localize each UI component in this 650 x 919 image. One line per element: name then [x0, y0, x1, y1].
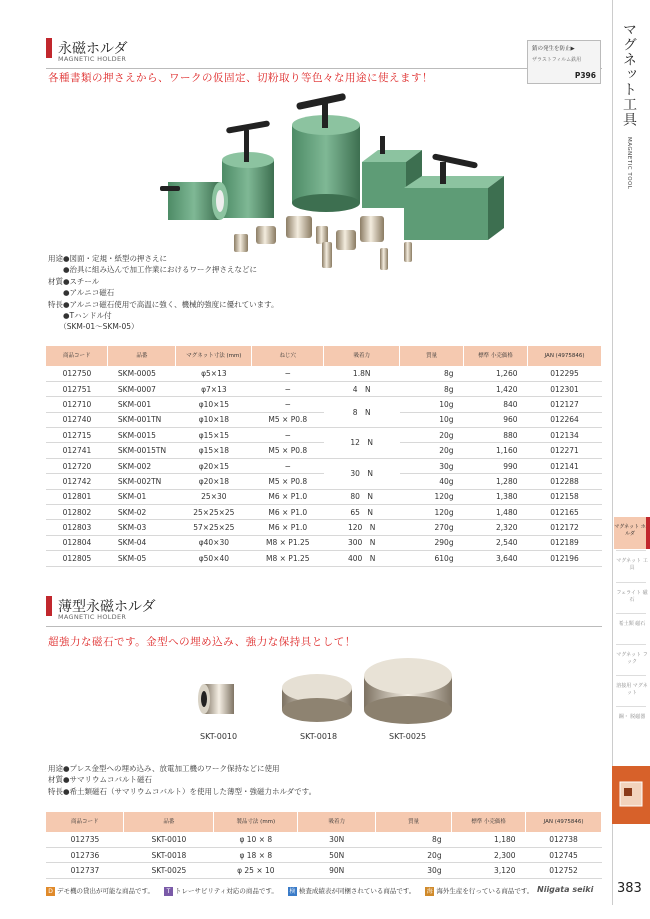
table-cell: 012189 [528, 535, 602, 550]
table-cell: 120g [400, 489, 464, 504]
table-cell: M5 × P0.8 [252, 412, 324, 427]
legend-key-icon: 海 [426, 887, 433, 895]
side-tab-2[interactable]: フェライト 磁石 [616, 590, 648, 603]
side-tab-divider [616, 675, 646, 676]
side-tab-divider [616, 550, 646, 551]
column-header: 品番 [108, 346, 176, 366]
table-cell: 012141 [528, 458, 602, 473]
table-cell: M6 × P1.0 [252, 520, 324, 535]
table-cell: − [252, 397, 324, 412]
spec-line: ●治具に組み込んで加工作業におけるワーク押さえなどに [48, 265, 258, 275]
table-cell: 012271 [528, 443, 602, 458]
side-tab-divider [616, 613, 646, 614]
table-cell: 012741 [46, 443, 108, 458]
table-cell: 3,640 [464, 551, 528, 566]
brand-logo: Niigata seiki [537, 885, 594, 894]
table-cell: 012165 [528, 505, 602, 520]
table-cell: 290g [400, 535, 464, 550]
table-cell: 90N [298, 863, 376, 878]
table-cell: M6 × P1.0 [252, 489, 324, 504]
ref-page: P396 [574, 71, 596, 80]
table-cell: φ 18 × 8 [214, 847, 298, 862]
table-cell: 300 N [324, 535, 400, 550]
table-cell: 10g [400, 412, 464, 427]
side-tab-0[interactable]: マグネット ホルダ [614, 517, 650, 549]
table-row [46, 832, 602, 847]
spec-line: 材質●サマリウムコバルト磁石 [48, 775, 152, 785]
table-cell: 2,300 [452, 847, 526, 862]
spec-line: 用途●図面・定規・紙型の押さえに [48, 254, 168, 263]
table-cell: 012288 [528, 474, 602, 489]
table-cell: 012736 [46, 847, 124, 862]
table-cell: 012172 [528, 520, 602, 535]
table-cell: φ10×18 [176, 412, 252, 427]
table-cell: SKM-002TN [108, 474, 176, 489]
side-tab-1[interactable]: マグネット 工具 [616, 558, 648, 571]
table-cell: 65 N [324, 505, 400, 520]
column-header: 製品寸法 (mm) [214, 812, 298, 832]
table-cell: 1,380 [464, 489, 528, 504]
table-cell: φ15×18 [176, 443, 252, 458]
table-cell: 1,180 [452, 832, 526, 847]
spec-line: 用途●プレス金型への埋め込み、放電加工機のワーク保持などに使用 [48, 764, 280, 773]
spec-line: 材質●スチール [48, 276, 100, 286]
table-cell: SKM-002 [108, 458, 176, 473]
table-cell: SKM-0005 [108, 366, 176, 381]
table-cell: 80 N [324, 489, 400, 504]
spec-line: 特長●アルニコ磁石使用で高温に強く、機械的強度に優れています。 [48, 299, 279, 309]
table-cell: 50N [298, 847, 376, 862]
table-cell: φ 10 × 8 [214, 832, 298, 847]
column-header: 品番 [124, 812, 214, 832]
footer-legend-item [46, 886, 154, 896]
product-photo-holders [140, 90, 510, 275]
table-cell: SKT-0025 [124, 863, 214, 878]
table-cell: SKM-001TN [108, 412, 176, 427]
table-cell: 012751 [46, 381, 108, 396]
table-row [46, 505, 602, 520]
column-header: JAN (4975846) [526, 812, 602, 832]
table-cell: 012803 [46, 520, 108, 535]
table-row [46, 863, 602, 878]
section-subtitle: MAGNETIC HOLDER [58, 55, 127, 63]
table-row [46, 489, 602, 504]
side-tab-divider [616, 644, 646, 645]
section-title: 薄型永磁ホルダ [58, 599, 156, 615]
table-cell: 270g [400, 520, 464, 535]
spec-line: （SKM-01～SKM-05） [48, 322, 139, 332]
caption-skt-0025: SKT-0025 [389, 732, 427, 741]
table-cell: 012745 [526, 847, 602, 862]
table-cell: SKT-0010 [124, 832, 214, 847]
table-cell: 2,320 [464, 520, 528, 535]
table-cell: − [252, 428, 324, 443]
legend-text: 海外生産を行っている商品です。 [436, 887, 534, 895]
table-cell: 840 [464, 397, 528, 412]
legend-text: トレーサビリティ対応の商品です。 [174, 887, 278, 895]
table-cell: 012295 [528, 366, 602, 381]
table-cell: SKM-02 [108, 505, 176, 520]
table-row [46, 551, 602, 566]
table-cell: SKM-001 [108, 397, 176, 412]
table-cell: 25×30 [176, 489, 252, 504]
product-table-skt [46, 812, 602, 879]
table-row [46, 458, 602, 473]
spec-list [48, 763, 316, 797]
table-cell: 610g [400, 551, 464, 566]
table-cell: 880 [464, 428, 528, 443]
table-cell: − [252, 366, 324, 381]
table-cell: 4 N [324, 381, 400, 396]
table-cell: SKM-0015TN [108, 443, 176, 458]
table-cell: φ15×15 [176, 428, 252, 443]
side-tab-divider [616, 582, 646, 583]
legend-key-icon: D [46, 887, 55, 896]
page-number: 383 [617, 881, 642, 896]
footer-legend-item [288, 886, 415, 896]
side-tab-4[interactable]: マグネット フック [616, 652, 648, 665]
table-cell: 012134 [528, 428, 602, 443]
table-cell: φ40×30 [176, 535, 252, 550]
footer-legend-item [164, 886, 278, 896]
table-cell: 012738 [526, 832, 602, 847]
caption-skt-0018: SKT-0018 [300, 732, 338, 741]
table-cell: 012740 [46, 412, 108, 427]
section-title: 永磁ホルダ [58, 41, 128, 57]
table-cell: 1,420 [464, 381, 528, 396]
table-cell: 012264 [528, 412, 602, 427]
table-cell: 012750 [46, 366, 108, 381]
table-cell: 012710 [46, 397, 108, 412]
side-tab-6[interactable]: 鋼・ 脱磁器 [618, 714, 646, 720]
caption-skt-0010: SKT-0010 [200, 732, 238, 741]
table-cell: 8g [400, 366, 464, 381]
table-cell: SKM-0015 [108, 428, 176, 443]
table-cell: M5 × P0.8 [252, 443, 324, 458]
table-row [46, 847, 602, 862]
footer-legend [46, 886, 543, 896]
table-cell: φ20×15 [176, 458, 252, 473]
table-row [46, 381, 602, 396]
table-cell: 20g [400, 443, 464, 458]
table-cell: 2,540 [464, 535, 528, 550]
product-table-skm [46, 346, 602, 567]
table-cell: 40g [400, 474, 464, 489]
table-cell: 8 N [324, 397, 400, 428]
spec-list [48, 253, 279, 333]
table-cell: 20g [400, 428, 464, 443]
table-cell: φ50×40 [176, 551, 252, 566]
section-subtitle: MAGNETIC HOLDER [58, 613, 127, 621]
column-header: 質量 [376, 812, 452, 832]
section-tagline: 超強力な磁石です。金型への埋め込み、強力な保持具として！ [48, 636, 356, 648]
spec-line: ●Tハンドル付 [48, 311, 112, 321]
table-cell: SKM-0007 [108, 381, 176, 396]
column-header: 商品コード [46, 812, 124, 832]
table-cell: 012158 [528, 489, 602, 504]
table-cell: 012742 [46, 474, 108, 489]
table-cell: 960 [464, 412, 528, 427]
table-cell: 012127 [528, 397, 602, 412]
spec-line: 特長●希土類磁石（サマリウムコバルト）を使用した薄型・強磁力ホルダです。 [48, 786, 317, 796]
table-cell: 990 [464, 458, 528, 473]
table-cell: φ5×13 [176, 366, 252, 381]
product-photo-thin-holders [190, 650, 460, 735]
table-cell: SKM-04 [108, 535, 176, 550]
column-header: JAN (4975846) [528, 346, 602, 366]
table-cell: − [252, 458, 324, 473]
table-cell: 25×25×25 [176, 505, 252, 520]
section-tagline: 各種書類の押さえから、ワークの仮固定、切粉取り等色々な用途に使えます！ [48, 72, 433, 84]
table-cell: 12 N [324, 428, 400, 459]
table-cell: SKT-0018 [124, 847, 214, 862]
table-row [46, 520, 602, 535]
legend-key-icon: 検 [289, 887, 296, 895]
spec-line: ●アルニコ磁石 [48, 288, 115, 298]
column-header: 標準 小売価格 [464, 346, 528, 366]
table-cell: 3,120 [452, 863, 526, 878]
table-cell: 012804 [46, 535, 108, 550]
table-cell: 57×25×25 [176, 520, 252, 535]
column-header: 吸着力 [324, 346, 400, 366]
table-cell: 012801 [46, 489, 108, 504]
table-cell: SKM-01 [108, 489, 176, 504]
table-cell: φ 25 × 10 [214, 863, 298, 878]
table-row [46, 366, 602, 381]
table-cell: 30 N [324, 458, 400, 489]
table-cell: 012802 [46, 505, 108, 520]
table-cell: 012715 [46, 428, 108, 443]
table-cell: 012720 [46, 458, 108, 473]
table-cell: 8g [400, 381, 464, 396]
table-cell: − [252, 381, 324, 396]
table-cell: 30N [298, 832, 376, 847]
table-cell: 1.8N [324, 366, 400, 381]
table-cell: 012752 [526, 863, 602, 878]
table-row [46, 535, 602, 550]
table-cell: 1,480 [464, 505, 528, 520]
column-header: マグネット寸法 (mm) [176, 346, 252, 366]
column-header: 標準 小売価格 [452, 812, 526, 832]
column-header: 吸着力 [298, 812, 376, 832]
table-cell: 1,280 [464, 474, 528, 489]
table-cell: φ20×18 [176, 474, 252, 489]
column-header: 商品コード [46, 346, 108, 366]
magnet-product-icon [612, 766, 650, 824]
table-cell: 1,160 [464, 443, 528, 458]
column-header: ねじ穴 [252, 346, 324, 366]
table-cell: SKM-03 [108, 520, 176, 535]
legend-text: デモ機の貸出が可能な商品です。 [57, 887, 154, 895]
table-cell: 30g [400, 458, 464, 473]
side-tab-3[interactable]: 希土類 磁石 [618, 621, 646, 627]
table-cell: M5 × P0.8 [252, 474, 324, 489]
table-cell: SKM-05 [108, 551, 176, 566]
table-row [46, 397, 602, 412]
table-cell: M8 × P1.25 [252, 535, 324, 550]
table-cell: M8 × P1.25 [252, 551, 324, 566]
table-cell: 30g [376, 863, 452, 878]
table-cell: 20g [376, 847, 452, 862]
table-cell: 012196 [528, 551, 602, 566]
table-cell: 8g [376, 832, 452, 847]
table-cell: 012301 [528, 381, 602, 396]
side-tab-5[interactable]: 溶接用 マグネット [616, 683, 648, 696]
legend-key-icon: T [164, 887, 173, 896]
table-cell: 012737 [46, 863, 124, 878]
side-title: マグネット工具 [621, 22, 637, 127]
column-header: 質量 [400, 346, 464, 366]
table-cell: 1,260 [464, 366, 528, 381]
table-cell: 120g [400, 505, 464, 520]
table-row [46, 428, 602, 443]
footer-legend-item [425, 886, 533, 896]
category-tab-corner [612, 766, 650, 824]
side-title-en: MAGNETIC TOOL [626, 137, 632, 190]
table-cell: 400 N [324, 551, 400, 566]
cross-reference-box[interactable]: 錆の発生を防止▶ ザラストフィルム鉄用 P396 [527, 40, 601, 84]
side-tab-divider [616, 706, 646, 707]
table-cell: M6 × P1.0 [252, 505, 324, 520]
table-cell: 012805 [46, 551, 108, 566]
legend-text: 検査成績表が同梱されている商品です。 [298, 887, 416, 895]
table-cell: φ10×15 [176, 397, 252, 412]
table-cell: φ7×13 [176, 381, 252, 396]
table-cell: 012735 [46, 832, 124, 847]
table-cell: 120 N [324, 520, 400, 535]
table-cell: 10g [400, 397, 464, 412]
